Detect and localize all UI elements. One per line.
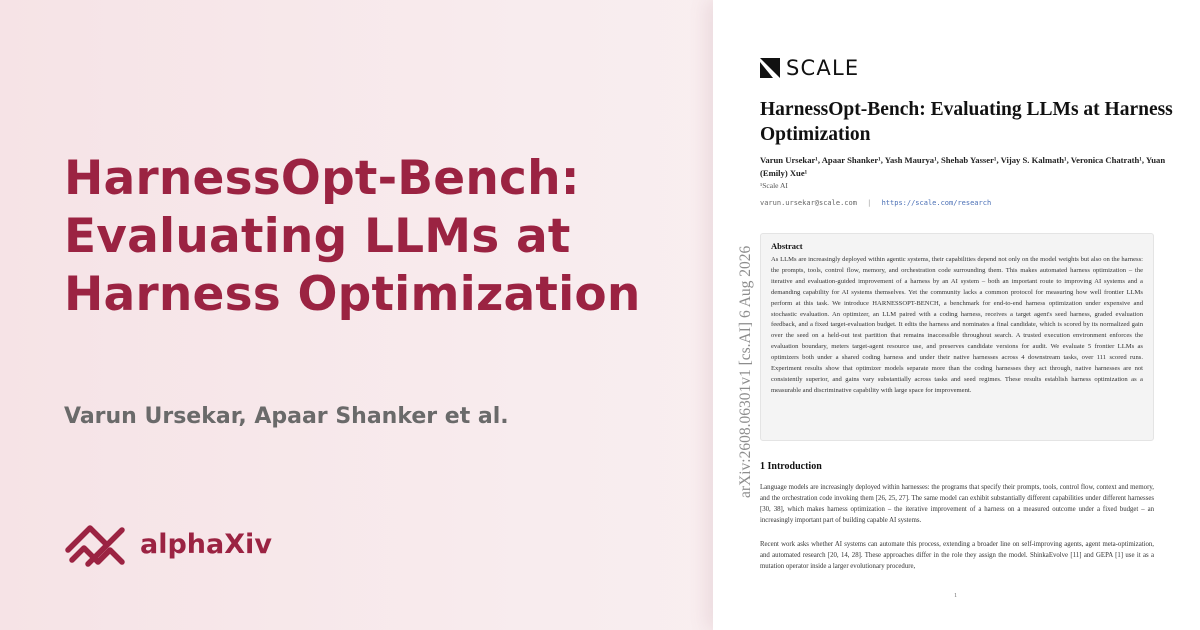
paper-title: HarnessOpt-Bench: Evaluating LLMs at Harness Optimization [760,99,1173,145]
intro-paragraph-1: Language models are increasingly deployed within harnesses: the programs that specify their prompts, tools, control flow, context and memory, and the orchestration code invoking them [26, 25, 27]. The same model can exhibit substantially different capabilities under different harnesses [30, 38], which makes harness optimization – the iterative improvement of a harness on a measured outcome under a fixed budget – an increasingly important part of building capable AI systems. [760,484,1154,524]
brand-name: alphaXiv [140,529,272,560]
scale-wordmark: SCALE [786,56,860,80]
paper-email[interactable]: varun.ursekar@scale.com [760,199,857,207]
intro-paragraph-2: Recent work asks whether AI systems can automate this process, extending a broader line on self-improving agents, agent meta-optimization, and automated research [20, 14, 28]. These approaches differ in the role they assign the model. ShinkaEvolve [11] and GEPA [1] use it as a mutation operator inside a larger evolutionary procedure, [760,541,1154,570]
abstract-box [760,233,1154,441]
alphaxiv-logo-icon [64,520,128,570]
paper-contact [760,199,991,207]
promo-authors: Varun Ursekar, Apaar Shanker et al. [64,404,509,429]
page-number: 1 [954,592,958,599]
paper-preview[interactable] [713,0,1200,630]
paper-affiliation: ¹Scale AI [760,181,788,190]
scale-logo [760,57,859,79]
scale-logo-icon [760,58,780,78]
paper-authors: Varun Ursekar¹, Apaar Shanker¹, Yash Maurya¹, Shehab Yasser¹, Vijay S. Kalmath¹, Veronica Chatrath¹, Yuan (Emily) Xue¹ [760,155,1166,178]
abstract-text: As LLMs are increasingly deployed within agentic systems, their capabilities depend not only on the model weights but also on the harness: the prompts, tools, control flow, memory, and orchestration code surrounding them. This makes automated harness optimization – the iterative and evaluation-guided improvement of a harness by an AI system – both an important route to improving AI systems and a demanding capability for AI systems themselves. Yet the community lacks a common protocol for measuring how well frontier LLMs perform at this task. We introduce HARNESSOPT-BENCH, a benchmark for end-to-end harness optimization under expensive and stochastic evaluation. An optimizer, an LLM paired with a coding harness, receives a target agent's seed harness, graded evaluation feedback, and a fixed target-evaluation budget. It edits the harness and nominates a final candidate, which is scored by its normalized gain over the seed on a held-out test partition that remains inaccessible throughout search. A trusted execution environment enforces the evaluation boundary, meters target-agent resource use, and preserves candidate versions for audit. We evaluate 5 frontier LLMs as optimizers both under a shared coding harness and under their native harnesses across 4 downstream tasks, over 111 scored runs. Experiment results show that optimizer models separate more than the coding harnesses they act through, native harnesses are not consistently superior, and gains vary substantially across tasks and seed regimes. These results establish harness optimization as a measurable and discriminative capability with large space for improvement. [771,256,1143,394]
contact-separator: | [867,199,872,207]
promo-title: HarnessOpt-Bench: Evaluating LLMs at Harness Optimization [64,151,641,322]
paper-url-link[interactable]: https://scale.com/research [881,199,992,207]
intro-heading: 1 Introduction [760,461,822,472]
abstract-heading: Abstract [771,241,803,251]
brand-link[interactable] [64,520,272,570]
arxiv-stamp: arXiv:2608.06301v1 [cs.AI] 6 Aug 2026 [737,245,754,498]
